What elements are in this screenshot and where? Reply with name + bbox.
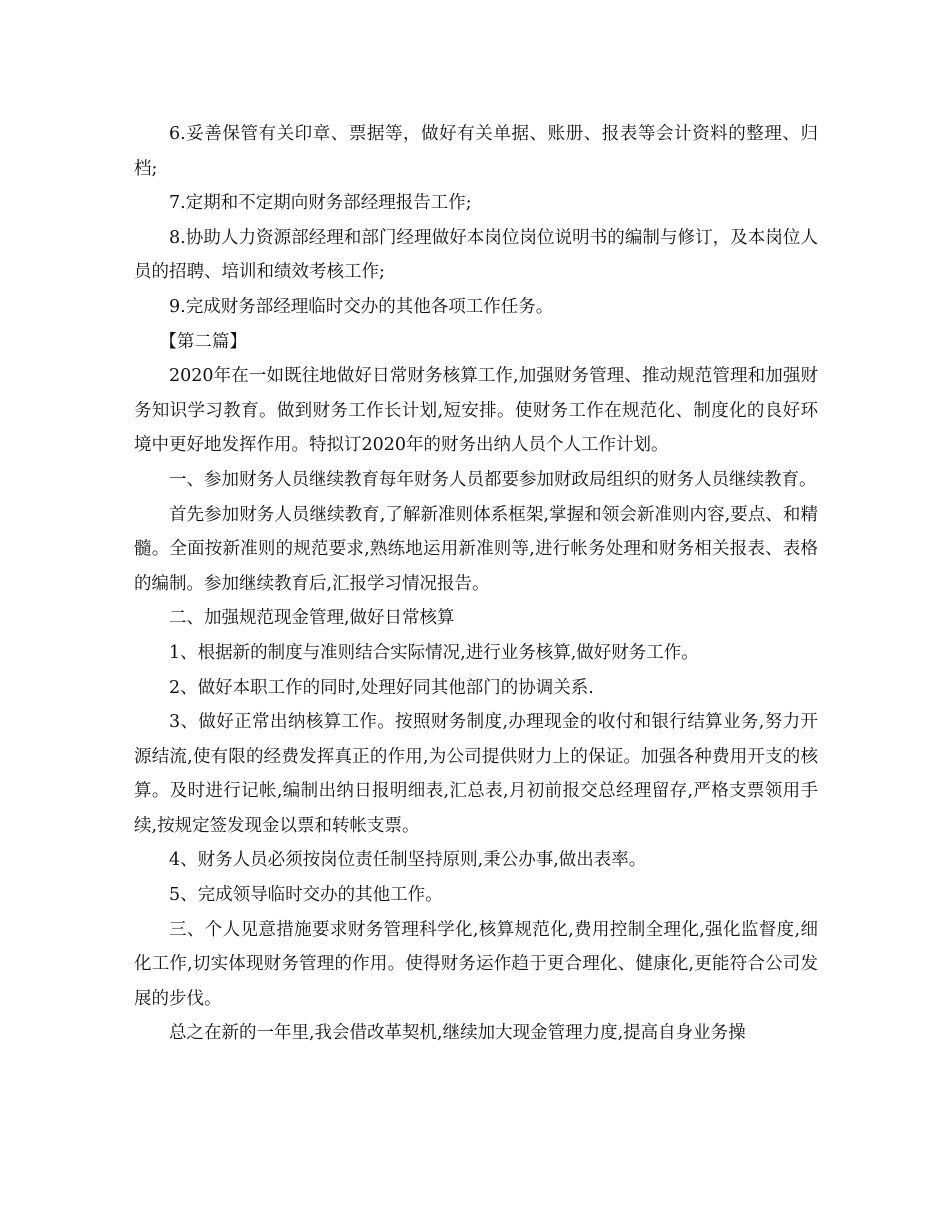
list-item-4: 4、财务人员必须按岗位责任制坚持原则,秉公办事,做出表率。 — [169, 850, 647, 871]
conclusion-paragraph: 总之在新的一年里,我会借改革契机,继续加大现金管理力度,提高自身业务操 — [169, 1023, 746, 1044]
list-item-3: 3、做好正常出纳核算工作。按照财务制度,办理现金的收付和银行结算业务,努力开源结流,使有限的经费发挥真正的作用,为公司提供财力上的保证。加强各种费用开支的核算。及时进行记帐,编制出纳日报明细表,汇总表,月初前报交总经理留存,严格支票领用手续,按规定签发现金以票和转帐支票。 — [134, 712, 818, 836]
section-heading: 【第二篇】 — [159, 331, 247, 352]
section-one-paragraph: 一、参加财务人员继续教育每年财务人员都要参加财政局组织的财务人员继续教育。 — [169, 469, 817, 490]
paragraph-item-9: 9.完成财务部经理临时交办的其他各项工作任务。 — [169, 296, 554, 317]
paragraph-item-7: 7.定期和不定期向财务部经理报告工作; — [169, 193, 472, 214]
continuing-education-paragraph: 首先参加财务人员继续教育,了解新准则体系框架,掌握和领会新准则内容,要点、和精髓。全面按新准则的规范要求,熟练地运用新准则等,进行帐务处理和财务相关报表、表格的编制。参加继续教育后,汇报学习情况报告。 — [134, 504, 818, 594]
intro-paragraph: 2020年在一如既往地做好日常财务核算工作,加强财务管理、推动规范管理和加强财务知识学习教育。做到财务工作长计划,短安排。使财务工作在规范化、制度化的良好环境中更好地发挥作用。特拟订2020年的财务出纳人员个人工作计划。 — [134, 366, 818, 456]
list-item-2: 2、做好本职工作的同时,处理好同其他部门的协调关系. — [169, 677, 594, 698]
paragraph-item-6: 6.妥善保管有关印章、票据等，做好有关单据、账册、报表等会计资料的整理、归档; — [134, 124, 818, 179]
section-two-heading: 二、加强规范现金管理,做好日常核算 — [169, 608, 455, 629]
section-three-paragraph: 三、个人见意措施要求财务管理科学化,核算规范化,费用控制全理化,强化监督度,细化工作,切实体现财务管理的作用。使得财务运作趋于更合理化、健康化,更能符合公司发展的步伐。 — [134, 919, 818, 1009]
list-item-1: 1、根据新的制度与准则结合实际情况,进行业务核算,做好财务工作。 — [169, 642, 699, 663]
list-item-5: 5、完成领导临时交办的其他工作。 — [169, 885, 443, 906]
paragraph-item-8: 8.协助人力资源部经理和部门经理做好本岗位岗位说明书的编制与修订，及本岗位人员的招聘、培训和绩效考核工作; — [134, 227, 818, 283]
